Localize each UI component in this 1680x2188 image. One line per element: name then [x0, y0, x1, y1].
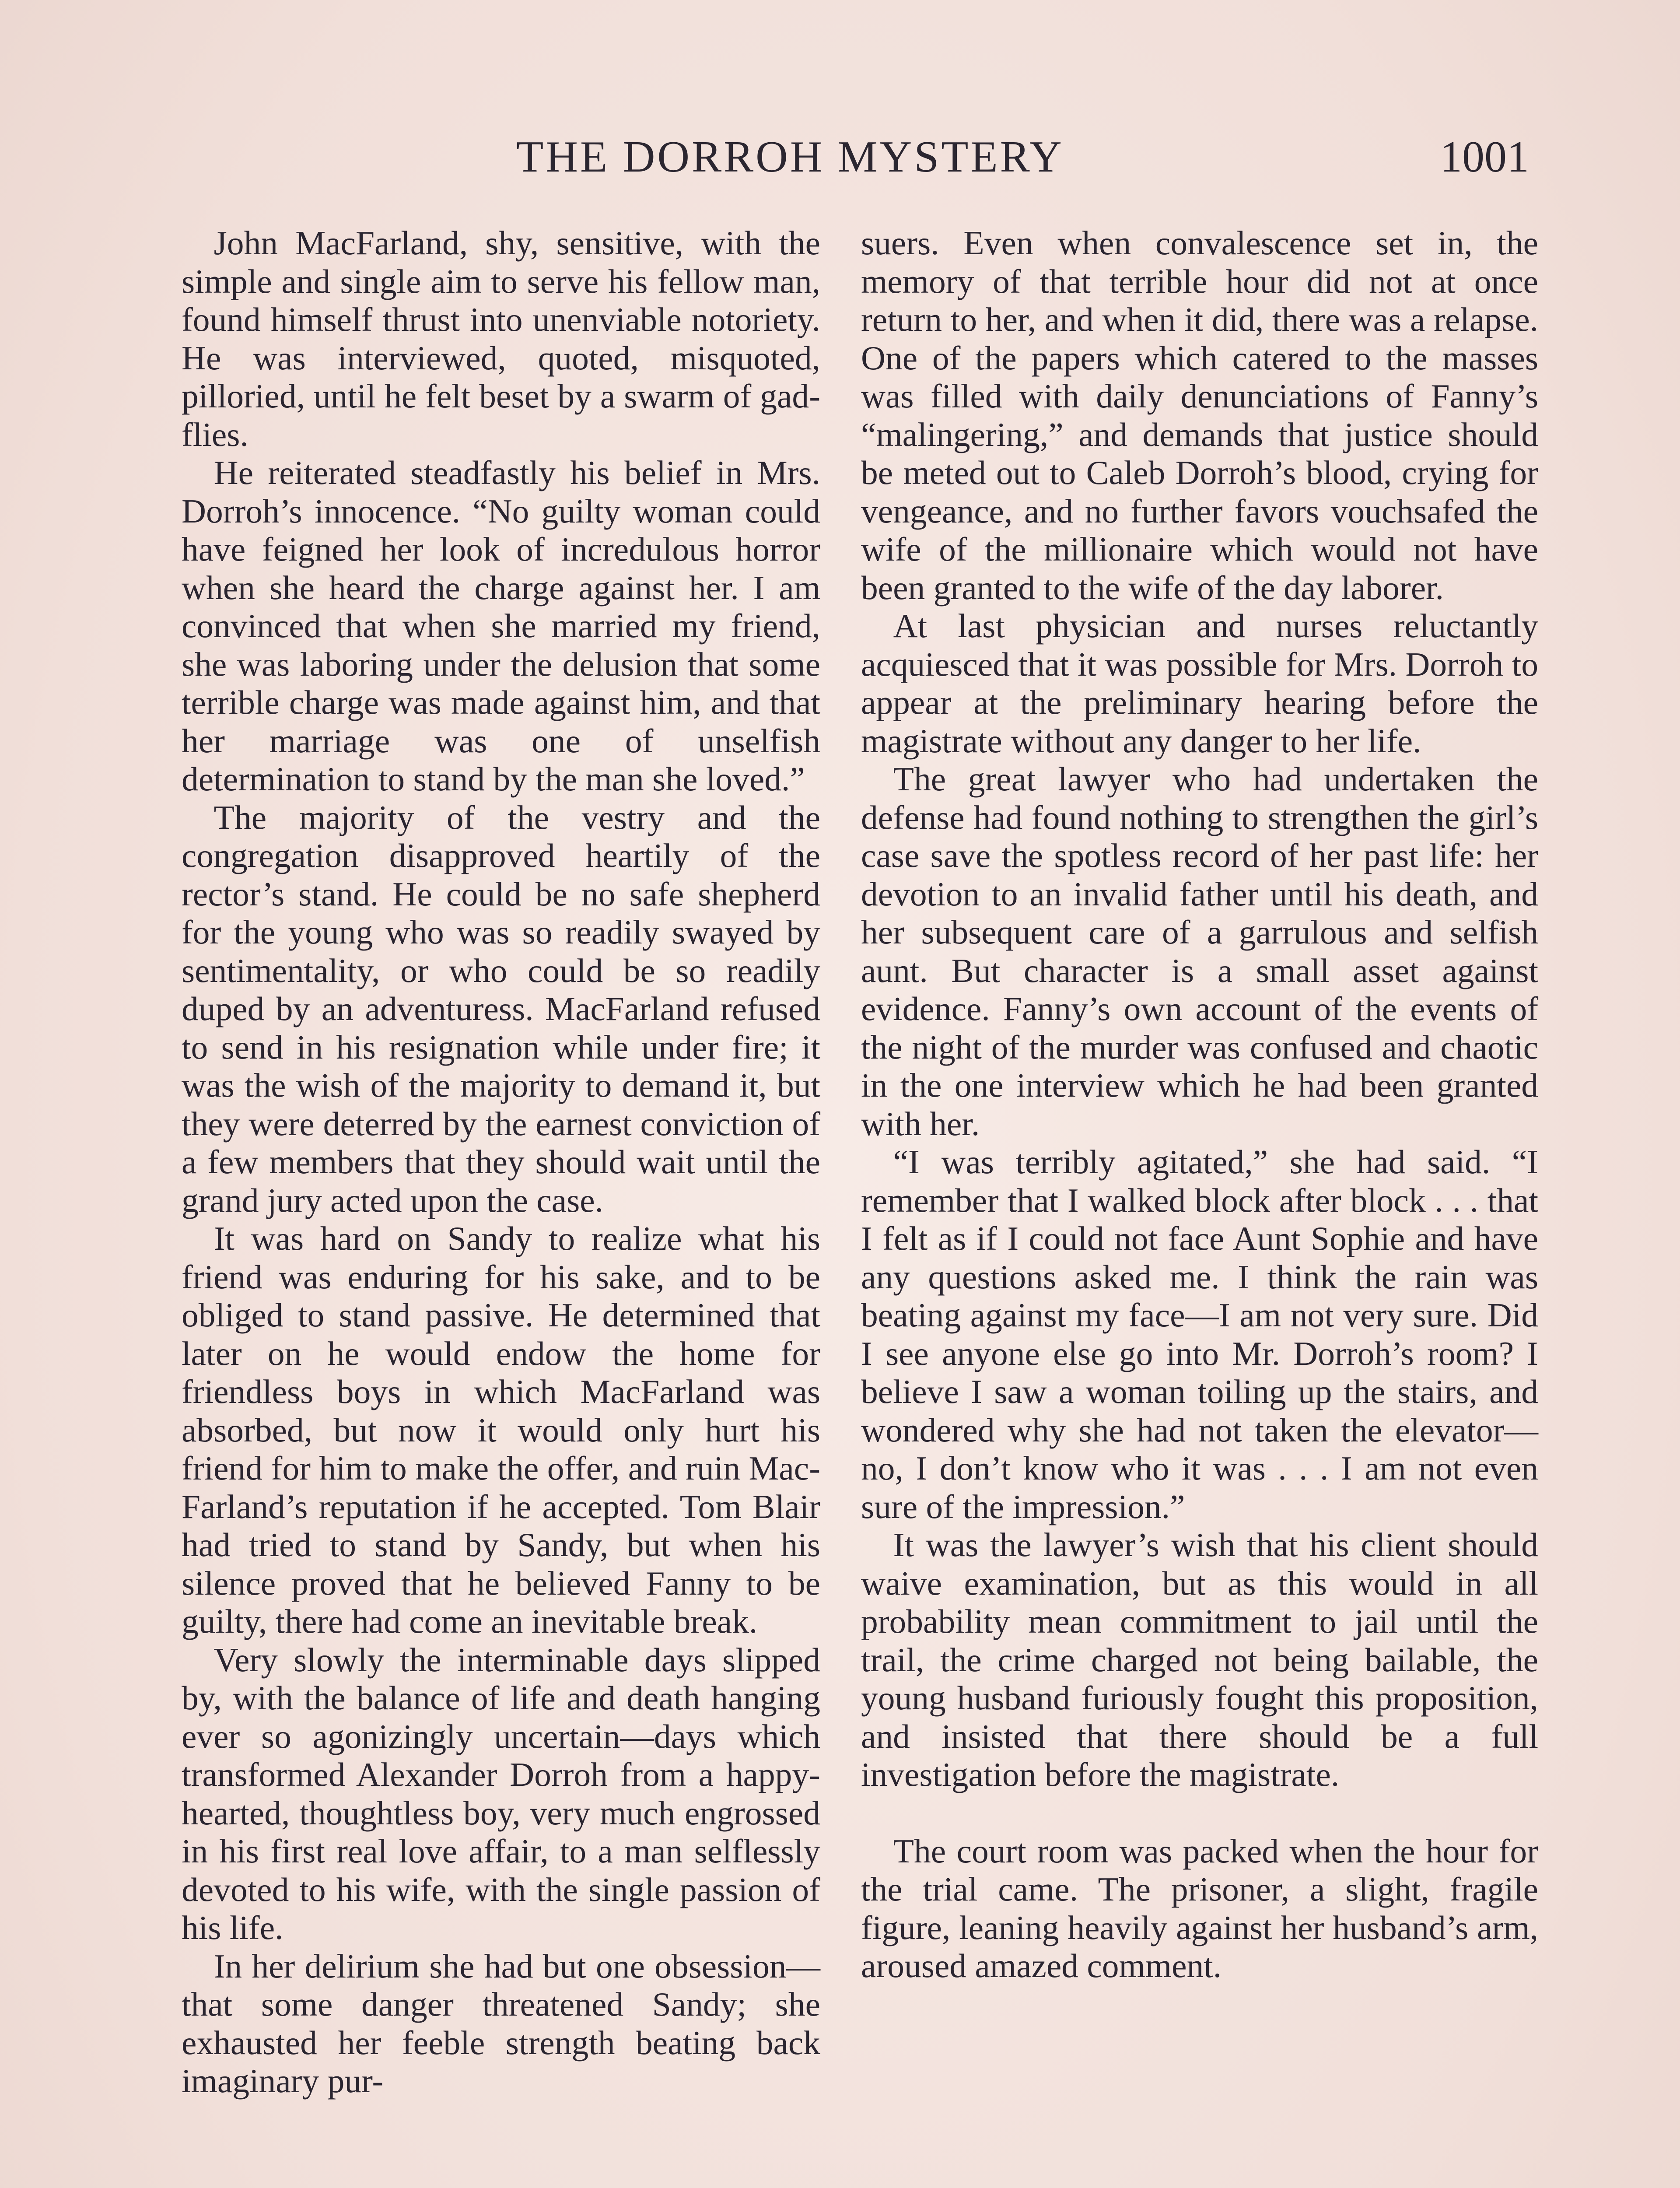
- paragraph: The court room was packed when the hour for the trial came. The prisoner, a slight, fragile figure, leaning heavily against her husband’s arm, aroused amazed comment.: [861, 1832, 1538, 1985]
- paragraph: At last physician and nurses reluctantly acquiesced that it was possible for Mrs. Dorroh to appear at the preliminary hearing before the magistrate without any danger to her life.: [861, 607, 1538, 760]
- right-column: [861, 224, 1538, 1985]
- paragraph: The majority of the vestry and the congregation disapproved heartily of the rector’s stand. He could be no safe shepherd for the young who was so readily swayed by sentimentality, or who could be so readily duped by an adventuress. MacFarland refused to send in his resignation while under fire; it was the wish of the majority to demand it, but they were deterred by the earnest conviction of a few members that they should wait until the grand jury acted upon the case.: [182, 798, 820, 1219]
- left-column: [182, 224, 820, 2100]
- paragraph: It was hard on Sandy to realize what his friend was enduring for his sake, and to be obliged to stand passive. He determined that later on he would endow the home for friendless boys in which MacFarland was absorbed, but now it would only hurt his friend for him to make the offer, and ruin MacFarland’s reputation if he accepted. Tom Blair had tried to stand by Sandy, but when his silence proved that he believed Fanny to be guilty, there had come an inevitable break.: [182, 1220, 820, 1640]
- paragraph: John MacFarland, shy, sensitive, with the simple and single aim to serve his fellow man, found himself thrust into unenviable notoriety. He was interviewed, quoted, misquoted, pilloried, until he felt beset by a swarm of gadflies.: [182, 224, 820, 453]
- page-number: 1001: [1440, 132, 1529, 182]
- running-title: THE DORROH MYSTERY: [516, 132, 1064, 182]
- paragraph: In her delirium she had but one obsession—that some danger threatened Sandy; she exhausted her feeble strength beating back imaginary pur-: [182, 1947, 820, 2100]
- paragraph: It was the lawyer’s wish that his client should waive examination, but as this would in all probability mean commitment to jail until the trail, the crime charged not being bailable, the young husband furiously fought this proposition, and insisted that there should be a full investigation before the magistrate.: [861, 1526, 1538, 1793]
- paragraph: The great lawyer who had undertaken the defense had found nothing to strengthen the girl’s case save the spotless record of her past life: her devotion to an invalid father until his death, and her subsequent care of a garrulous and selfish aunt. But character is a small asset against evidence. Fanny’s own account of the events of the night of the murder was confused and chaotic in the one interview which he had been granted with her.: [861, 760, 1538, 1143]
- paragraph: Very slowly the interminable days slipped by, with the balance of life and death hanging ever so agonizingly uncertain—days which transformed Alexander Dorroh from a happy-hearted, thoughtless boy, very much engrossed in his first real love affair, to a man selflessly devoted to his wife, with the single passion of his life.: [182, 1641, 820, 1946]
- paragraph-continued: suers. Even when convalescence set in, the memory of that terrible hour did not at once return to her, and when it did, there was a relapse. One of the papers which catered to the masses was filled with daily denunciations of Fanny’s “malingering,” and demands that justice should be meted out to Caleb Dorroh’s blood, crying for vengeance, and no further favors vouchsafed the wife of the millionaire which would not have been granted to the wife of the day laborer.: [861, 224, 1538, 607]
- paragraph: He reiterated steadfastly his belief in Mrs. Dorroh’s innocence. “No guilty woman could have feigned her look of incredulous horror when she heard the charge against her. I am convinced that when she married my friend, she was laboring under the delusion that some terrible charge was made against him, and that her marriage was one of unselfish determination to stand by the man she loved.”: [182, 454, 820, 798]
- paragraph: “I was terribly agitated,” she had said. “I remember that I walked block after block . . . that I felt as if I could not face Aunt Sophie and have any questions asked me. I think the rain was beating against my face—I am not very sure. Did I see anyone else go into Mr. Dorroh’s room? I believe I saw a woman toiling up the stairs, and wondered why she had not taken the elevator—no, I don’t know who it was . . . I am not even sure of the impression.”: [861, 1143, 1538, 1525]
